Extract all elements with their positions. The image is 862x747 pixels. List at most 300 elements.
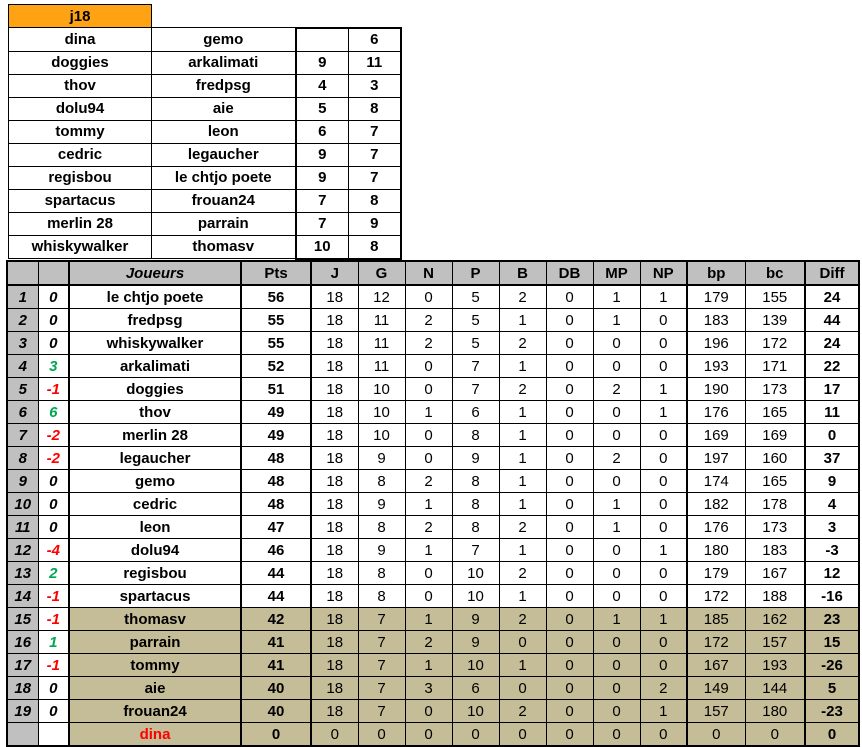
- stat-cell-g[interactable]: 10: [358, 401, 405, 424]
- stat-cell-g[interactable]: 8: [358, 516, 405, 539]
- diff-cell[interactable]: 11: [805, 401, 859, 424]
- stat-cell-b[interactable]: 2: [499, 562, 546, 585]
- stat-cell-b[interactable]: 2: [499, 378, 546, 401]
- stat-cell-n[interactable]: 3: [405, 677, 452, 700]
- rank-cell[interactable]: 7: [7, 424, 38, 447]
- diff-cell[interactable]: 17: [805, 378, 859, 401]
- stat-cell-mp[interactable]: 2: [593, 447, 640, 470]
- rank-cell[interactable]: 16: [7, 631, 38, 654]
- stat-cell-b[interactable]: 1: [499, 309, 546, 332]
- stat-cell-p[interactable]: 8: [452, 493, 499, 516]
- diff-cell[interactable]: 3: [805, 516, 859, 539]
- player-name-cell[interactable]: thomasv: [69, 608, 241, 631]
- stat-cell-np[interactable]: 0: [640, 447, 687, 470]
- stat-cell-n[interactable]: 0: [405, 378, 452, 401]
- home-score-cell[interactable]: 10: [296, 235, 349, 259]
- stat-cell-p[interactable]: 7: [452, 378, 499, 401]
- home-score-cell[interactable]: [296, 28, 349, 52]
- away-score-cell[interactable]: 8: [349, 235, 401, 259]
- col-header-joueurs[interactable]: Joueurs: [69, 261, 241, 285]
- col-header-rank[interactable]: [7, 261, 38, 285]
- stat-cell-b[interactable]: 2: [499, 332, 546, 355]
- stat-cell-bp[interactable]: 176: [687, 401, 745, 424]
- stat-cell-np[interactable]: 0: [640, 654, 687, 677]
- stat-cell-db[interactable]: 0: [546, 447, 593, 470]
- pts-cell[interactable]: 52: [241, 355, 311, 378]
- player-name-cell[interactable]: thov: [69, 401, 241, 424]
- stat-cell-p[interactable]: 8: [452, 516, 499, 539]
- stat-cell-g[interactable]: 0: [358, 723, 405, 747]
- stat-cell-bp[interactable]: 149: [687, 677, 745, 700]
- pts-cell[interactable]: 46: [241, 539, 311, 562]
- home-player-cell[interactable]: dolu94: [9, 97, 152, 120]
- rank-cell[interactable]: 3: [7, 332, 38, 355]
- diff-cell[interactable]: -16: [805, 585, 859, 608]
- rank-cell[interactable]: 14: [7, 585, 38, 608]
- stat-cell-p[interactable]: 7: [452, 355, 499, 378]
- stat-cell-p[interactable]: 6: [452, 401, 499, 424]
- stat-cell-j[interactable]: 18: [311, 424, 358, 447]
- stat-cell-bp[interactable]: 196: [687, 332, 745, 355]
- stat-cell-mp[interactable]: 0: [593, 355, 640, 378]
- away-player-cell[interactable]: le chtjo poete: [152, 166, 296, 189]
- home-score-cell[interactable]: 9: [296, 143, 349, 166]
- stat-cell-j[interactable]: 18: [311, 539, 358, 562]
- stat-cell-db[interactable]: 0: [546, 493, 593, 516]
- movement-cell[interactable]: [38, 723, 69, 747]
- stat-cell-j[interactable]: 18: [311, 700, 358, 723]
- stat-cell-bc[interactable]: 155: [745, 285, 805, 309]
- stat-cell-g[interactable]: 7: [358, 631, 405, 654]
- home-player-cell[interactable]: regisbou: [9, 166, 152, 189]
- player-name-cell[interactable]: aie: [69, 677, 241, 700]
- stat-cell-np[interactable]: 0: [640, 723, 687, 747]
- rank-cell[interactable]: 18: [7, 677, 38, 700]
- stat-cell-np[interactable]: 2: [640, 677, 687, 700]
- col-header-b[interactable]: B: [499, 261, 546, 285]
- stat-cell-b[interactable]: 1: [499, 493, 546, 516]
- stat-cell-n[interactable]: 0: [405, 424, 452, 447]
- col-header-j[interactable]: J: [311, 261, 358, 285]
- stat-cell-db[interactable]: 0: [546, 700, 593, 723]
- diff-cell[interactable]: 5: [805, 677, 859, 700]
- movement-cell[interactable]: -1: [38, 585, 69, 608]
- stat-cell-p[interactable]: 10: [452, 562, 499, 585]
- stat-cell-db[interactable]: 0: [546, 332, 593, 355]
- player-name-cell[interactable]: regisbou: [69, 562, 241, 585]
- rank-cell[interactable]: 2: [7, 309, 38, 332]
- col-header-p[interactable]: P: [452, 261, 499, 285]
- diff-cell[interactable]: 37: [805, 447, 859, 470]
- movement-cell[interactable]: 0: [38, 309, 69, 332]
- col-header-pts[interactable]: Pts: [241, 261, 311, 285]
- pts-cell[interactable]: 44: [241, 562, 311, 585]
- stat-cell-b[interactable]: 0: [499, 723, 546, 747]
- stat-cell-p[interactable]: 8: [452, 470, 499, 493]
- col-header-bc[interactable]: bc: [745, 261, 805, 285]
- stat-cell-j[interactable]: 0: [311, 723, 358, 747]
- stat-cell-b[interactable]: 1: [499, 654, 546, 677]
- rank-cell[interactable]: 11: [7, 516, 38, 539]
- pts-cell[interactable]: 44: [241, 585, 311, 608]
- away-player-cell[interactable]: legaucher: [152, 143, 296, 166]
- player-name-cell[interactable]: leon: [69, 516, 241, 539]
- movement-cell[interactable]: 2: [38, 562, 69, 585]
- stat-cell-bc[interactable]: 160: [745, 447, 805, 470]
- stat-cell-mp[interactable]: 0: [593, 654, 640, 677]
- pts-cell[interactable]: 49: [241, 401, 311, 424]
- stat-cell-bp[interactable]: 172: [687, 585, 745, 608]
- stat-cell-b[interactable]: 0: [499, 677, 546, 700]
- stat-cell-p[interactable]: 10: [452, 654, 499, 677]
- stat-cell-bc[interactable]: 193: [745, 654, 805, 677]
- pts-cell[interactable]: 48: [241, 447, 311, 470]
- stat-cell-np[interactable]: 1: [640, 401, 687, 424]
- stat-cell-g[interactable]: 9: [358, 493, 405, 516]
- stat-cell-bp[interactable]: 176: [687, 516, 745, 539]
- stat-cell-bp[interactable]: 185: [687, 608, 745, 631]
- away-score-cell[interactable]: 7: [349, 120, 401, 143]
- stat-cell-db[interactable]: 0: [546, 654, 593, 677]
- pts-cell[interactable]: 56: [241, 285, 311, 309]
- stat-cell-bp[interactable]: 180: [687, 539, 745, 562]
- stat-cell-n[interactable]: 1: [405, 654, 452, 677]
- diff-cell[interactable]: 0: [805, 723, 859, 747]
- stat-cell-p[interactable]: 6: [452, 677, 499, 700]
- stat-cell-n[interactable]: 0: [405, 700, 452, 723]
- diff-cell[interactable]: 15: [805, 631, 859, 654]
- stat-cell-bc[interactable]: 173: [745, 378, 805, 401]
- col-header-g[interactable]: G: [358, 261, 405, 285]
- stat-cell-mp[interactable]: 2: [593, 378, 640, 401]
- home-player-cell[interactable]: spartacus: [9, 189, 152, 212]
- stat-cell-bc[interactable]: 165: [745, 401, 805, 424]
- stat-cell-p[interactable]: 0: [452, 723, 499, 747]
- stat-cell-j[interactable]: 18: [311, 470, 358, 493]
- stat-cell-mp[interactable]: 0: [593, 562, 640, 585]
- stat-cell-mp[interactable]: 0: [593, 539, 640, 562]
- away-score-cell[interactable]: 11: [349, 51, 401, 74]
- stat-cell-n[interactable]: 1: [405, 401, 452, 424]
- stat-cell-g[interactable]: 8: [358, 585, 405, 608]
- stat-cell-p[interactable]: 5: [452, 309, 499, 332]
- player-name-cell[interactable]: spartacus: [69, 585, 241, 608]
- away-player-cell[interactable]: aie: [152, 97, 296, 120]
- movement-cell[interactable]: -4: [38, 539, 69, 562]
- stat-cell-n[interactable]: 2: [405, 332, 452, 355]
- stat-cell-np[interactable]: 1: [640, 285, 687, 309]
- away-player-cell[interactable]: parrain: [152, 212, 296, 235]
- stat-cell-b[interactable]: 2: [499, 700, 546, 723]
- home-score-cell[interactable]: 9: [296, 166, 349, 189]
- away-player-cell[interactable]: leon: [152, 120, 296, 143]
- stat-cell-mp[interactable]: 0: [593, 470, 640, 493]
- stat-cell-db[interactable]: 0: [546, 378, 593, 401]
- stat-cell-np[interactable]: 1: [640, 378, 687, 401]
- stat-cell-b[interactable]: 1: [499, 401, 546, 424]
- stat-cell-np[interactable]: 0: [640, 355, 687, 378]
- movement-cell[interactable]: 0: [38, 516, 69, 539]
- stat-cell-db[interactable]: 0: [546, 309, 593, 332]
- stat-cell-bc[interactable]: 139: [745, 309, 805, 332]
- movement-cell[interactable]: 0: [38, 677, 69, 700]
- stat-cell-g[interactable]: 7: [358, 677, 405, 700]
- movement-cell[interactable]: 3: [38, 355, 69, 378]
- stat-cell-g[interactable]: 10: [358, 378, 405, 401]
- pts-cell[interactable]: 55: [241, 309, 311, 332]
- stat-cell-b[interactable]: 2: [499, 285, 546, 309]
- stat-cell-n[interactable]: 2: [405, 309, 452, 332]
- stat-cell-g[interactable]: 7: [358, 700, 405, 723]
- stat-cell-db[interactable]: 0: [546, 424, 593, 447]
- rank-cell[interactable]: 9: [7, 470, 38, 493]
- movement-cell[interactable]: 0: [38, 470, 69, 493]
- diff-cell[interactable]: 9: [805, 470, 859, 493]
- rank-cell[interactable]: 10: [7, 493, 38, 516]
- home-score-cell[interactable]: 6: [296, 120, 349, 143]
- rank-cell[interactable]: 15: [7, 608, 38, 631]
- away-player-cell[interactable]: arkalimati: [152, 51, 296, 74]
- stat-cell-db[interactable]: 0: [546, 608, 593, 631]
- stat-cell-g[interactable]: 11: [358, 355, 405, 378]
- away-player-cell[interactable]: fredpsg: [152, 74, 296, 97]
- stat-cell-np[interactable]: 0: [640, 309, 687, 332]
- stat-cell-j[interactable]: 18: [311, 585, 358, 608]
- stat-cell-g[interactable]: 10: [358, 424, 405, 447]
- home-player-cell[interactable]: whiskywalker: [9, 235, 152, 259]
- stat-cell-np[interactable]: 0: [640, 470, 687, 493]
- pts-cell[interactable]: 51: [241, 378, 311, 401]
- player-name-cell[interactable]: le chtjo poete: [69, 285, 241, 309]
- stat-cell-np[interactable]: 1: [640, 608, 687, 631]
- diff-cell[interactable]: 12: [805, 562, 859, 585]
- stat-cell-mp[interactable]: 0: [593, 700, 640, 723]
- diff-cell[interactable]: 24: [805, 285, 859, 309]
- stat-cell-mp[interactable]: 0: [593, 723, 640, 747]
- stat-cell-j[interactable]: 18: [311, 562, 358, 585]
- rank-cell[interactable]: 5: [7, 378, 38, 401]
- stat-cell-n[interactable]: 1: [405, 493, 452, 516]
- pts-cell[interactable]: 47: [241, 516, 311, 539]
- player-name-cell[interactable]: dina: [69, 723, 241, 747]
- stat-cell-db[interactable]: 0: [546, 631, 593, 654]
- away-player-cell[interactable]: thomasv: [152, 235, 296, 259]
- stat-cell-j[interactable]: 18: [311, 493, 358, 516]
- stat-cell-bp[interactable]: 157: [687, 700, 745, 723]
- stat-cell-n[interactable]: 2: [405, 470, 452, 493]
- stat-cell-b[interactable]: 2: [499, 608, 546, 631]
- stat-cell-bp[interactable]: 174: [687, 470, 745, 493]
- rank-cell[interactable]: 4: [7, 355, 38, 378]
- stat-cell-g[interactable]: 11: [358, 332, 405, 355]
- stat-cell-np[interactable]: 0: [640, 562, 687, 585]
- player-name-cell[interactable]: arkalimati: [69, 355, 241, 378]
- movement-cell[interactable]: 0: [38, 285, 69, 309]
- away-score-cell[interactable]: 7: [349, 143, 401, 166]
- diff-cell[interactable]: 44: [805, 309, 859, 332]
- player-name-cell[interactable]: tommy: [69, 654, 241, 677]
- stat-cell-j[interactable]: 18: [311, 677, 358, 700]
- stat-cell-p[interactable]: 8: [452, 424, 499, 447]
- pts-cell[interactable]: 49: [241, 424, 311, 447]
- stat-cell-n[interactable]: 1: [405, 539, 452, 562]
- away-score-cell[interactable]: 6: [349, 28, 401, 52]
- stat-cell-j[interactable]: 18: [311, 285, 358, 309]
- stat-cell-b[interactable]: 0: [499, 631, 546, 654]
- stat-cell-bc[interactable]: 178: [745, 493, 805, 516]
- stat-cell-bp[interactable]: 172: [687, 631, 745, 654]
- away-score-cell[interactable]: 9: [349, 212, 401, 235]
- stat-cell-g[interactable]: 7: [358, 608, 405, 631]
- stat-cell-b[interactable]: 1: [499, 424, 546, 447]
- stat-cell-j[interactable]: 18: [311, 608, 358, 631]
- stat-cell-mp[interactable]: 1: [593, 493, 640, 516]
- rank-cell[interactable]: 13: [7, 562, 38, 585]
- stat-cell-db[interactable]: 0: [546, 562, 593, 585]
- stat-cell-p[interactable]: 9: [452, 608, 499, 631]
- stat-cell-mp[interactable]: 0: [593, 424, 640, 447]
- stat-cell-p[interactable]: 5: [452, 285, 499, 309]
- stat-cell-b[interactable]: 1: [499, 470, 546, 493]
- away-score-cell[interactable]: 8: [349, 189, 401, 212]
- diff-cell[interactable]: 0: [805, 424, 859, 447]
- stat-cell-n[interactable]: 0: [405, 355, 452, 378]
- movement-cell[interactable]: -1: [38, 378, 69, 401]
- stat-cell-bp[interactable]: 183: [687, 309, 745, 332]
- stat-cell-db[interactable]: 0: [546, 355, 593, 378]
- stat-cell-n[interactable]: 0: [405, 723, 452, 747]
- stat-cell-g[interactable]: 8: [358, 562, 405, 585]
- stat-cell-bc[interactable]: 188: [745, 585, 805, 608]
- stat-cell-bc[interactable]: 162: [745, 608, 805, 631]
- movement-cell[interactable]: -1: [38, 608, 69, 631]
- stat-cell-p[interactable]: 7: [452, 539, 499, 562]
- stat-cell-b[interactable]: 1: [499, 447, 546, 470]
- stat-cell-np[interactable]: 0: [640, 424, 687, 447]
- home-player-cell[interactable]: thov: [9, 74, 152, 97]
- stat-cell-bc[interactable]: 171: [745, 355, 805, 378]
- stat-cell-j[interactable]: 18: [311, 332, 358, 355]
- player-name-cell[interactable]: cedric: [69, 493, 241, 516]
- stat-cell-bc[interactable]: 157: [745, 631, 805, 654]
- stat-cell-b[interactable]: 1: [499, 585, 546, 608]
- stat-cell-j[interactable]: 18: [311, 309, 358, 332]
- player-name-cell[interactable]: fredpsg: [69, 309, 241, 332]
- col-header-n[interactable]: N: [405, 261, 452, 285]
- stat-cell-bc[interactable]: 183: [745, 539, 805, 562]
- stat-cell-bp[interactable]: 0: [687, 723, 745, 747]
- rank-cell[interactable]: 12: [7, 539, 38, 562]
- player-name-cell[interactable]: frouan24: [69, 700, 241, 723]
- pts-cell[interactable]: 42: [241, 608, 311, 631]
- home-player-cell[interactable]: dina: [9, 28, 152, 52]
- stat-cell-n[interactable]: 0: [405, 447, 452, 470]
- stat-cell-bp[interactable]: 167: [687, 654, 745, 677]
- stat-cell-mp[interactable]: 0: [593, 401, 640, 424]
- stat-cell-bc[interactable]: 144: [745, 677, 805, 700]
- stat-cell-np[interactable]: 0: [640, 631, 687, 654]
- movement-cell[interactable]: 0: [38, 700, 69, 723]
- stat-cell-j[interactable]: 18: [311, 401, 358, 424]
- stat-cell-bc[interactable]: 167: [745, 562, 805, 585]
- col-header-mp[interactable]: MP: [593, 261, 640, 285]
- stat-cell-db[interactable]: 0: [546, 470, 593, 493]
- stat-cell-mp[interactable]: 1: [593, 285, 640, 309]
- away-player-cell[interactable]: frouan24: [152, 189, 296, 212]
- stat-cell-g[interactable]: 8: [358, 470, 405, 493]
- stat-cell-bp[interactable]: 182: [687, 493, 745, 516]
- stat-cell-bc[interactable]: 173: [745, 516, 805, 539]
- stat-cell-g[interactable]: 11: [358, 309, 405, 332]
- home-score-cell[interactable]: 7: [296, 212, 349, 235]
- pts-cell[interactable]: 40: [241, 700, 311, 723]
- col-header-move[interactable]: [38, 261, 69, 285]
- stat-cell-g[interactable]: 7: [358, 654, 405, 677]
- pts-cell[interactable]: 41: [241, 631, 311, 654]
- stat-cell-n[interactable]: 2: [405, 631, 452, 654]
- stat-cell-b[interactable]: 1: [499, 355, 546, 378]
- pts-cell[interactable]: 41: [241, 654, 311, 677]
- stat-cell-bc[interactable]: 169: [745, 424, 805, 447]
- movement-cell[interactable]: 0: [38, 493, 69, 516]
- stat-cell-mp[interactable]: 1: [593, 608, 640, 631]
- stat-cell-n[interactable]: 0: [405, 585, 452, 608]
- diff-cell[interactable]: 4: [805, 493, 859, 516]
- pts-cell[interactable]: 40: [241, 677, 311, 700]
- stat-cell-j[interactable]: 18: [311, 447, 358, 470]
- away-score-cell[interactable]: 7: [349, 166, 401, 189]
- stat-cell-mp[interactable]: 0: [593, 677, 640, 700]
- stat-cell-bp[interactable]: 179: [687, 562, 745, 585]
- home-player-cell[interactable]: cedric: [9, 143, 152, 166]
- pts-cell[interactable]: 48: [241, 493, 311, 516]
- stat-cell-mp[interactable]: 1: [593, 516, 640, 539]
- stat-cell-g[interactable]: 9: [358, 539, 405, 562]
- diff-cell[interactable]: -26: [805, 654, 859, 677]
- stat-cell-p[interactable]: 10: [452, 585, 499, 608]
- diff-cell[interactable]: -3: [805, 539, 859, 562]
- round-label-cell[interactable]: j18: [9, 5, 152, 28]
- stat-cell-b[interactable]: 1: [499, 539, 546, 562]
- stat-cell-j[interactable]: 18: [311, 378, 358, 401]
- stat-cell-bp[interactable]: 193: [687, 355, 745, 378]
- stat-cell-g[interactable]: 9: [358, 447, 405, 470]
- rank-cell[interactable]: 8: [7, 447, 38, 470]
- stat-cell-mp[interactable]: 0: [593, 332, 640, 355]
- stat-cell-db[interactable]: 0: [546, 401, 593, 424]
- stat-cell-p[interactable]: 10: [452, 700, 499, 723]
- stat-cell-db[interactable]: 0: [546, 677, 593, 700]
- movement-cell[interactable]: -2: [38, 447, 69, 470]
- stat-cell-db[interactable]: 0: [546, 285, 593, 309]
- home-score-cell[interactable]: 7: [296, 189, 349, 212]
- stat-cell-bp[interactable]: 169: [687, 424, 745, 447]
- pts-cell[interactable]: 55: [241, 332, 311, 355]
- stat-cell-b[interactable]: 2: [499, 516, 546, 539]
- movement-cell[interactable]: 6: [38, 401, 69, 424]
- stat-cell-bp[interactable]: 190: [687, 378, 745, 401]
- stat-cell-mp[interactable]: 0: [593, 585, 640, 608]
- home-player-cell[interactable]: doggies: [9, 51, 152, 74]
- player-name-cell[interactable]: parrain: [69, 631, 241, 654]
- stat-cell-db[interactable]: 0: [546, 516, 593, 539]
- stat-cell-j[interactable]: 18: [311, 355, 358, 378]
- stat-cell-n[interactable]: 0: [405, 562, 452, 585]
- stat-cell-mp[interactable]: 0: [593, 631, 640, 654]
- away-score-cell[interactable]: 3: [349, 74, 401, 97]
- rank-cell[interactable]: 1: [7, 285, 38, 309]
- stat-cell-j[interactable]: 18: [311, 654, 358, 677]
